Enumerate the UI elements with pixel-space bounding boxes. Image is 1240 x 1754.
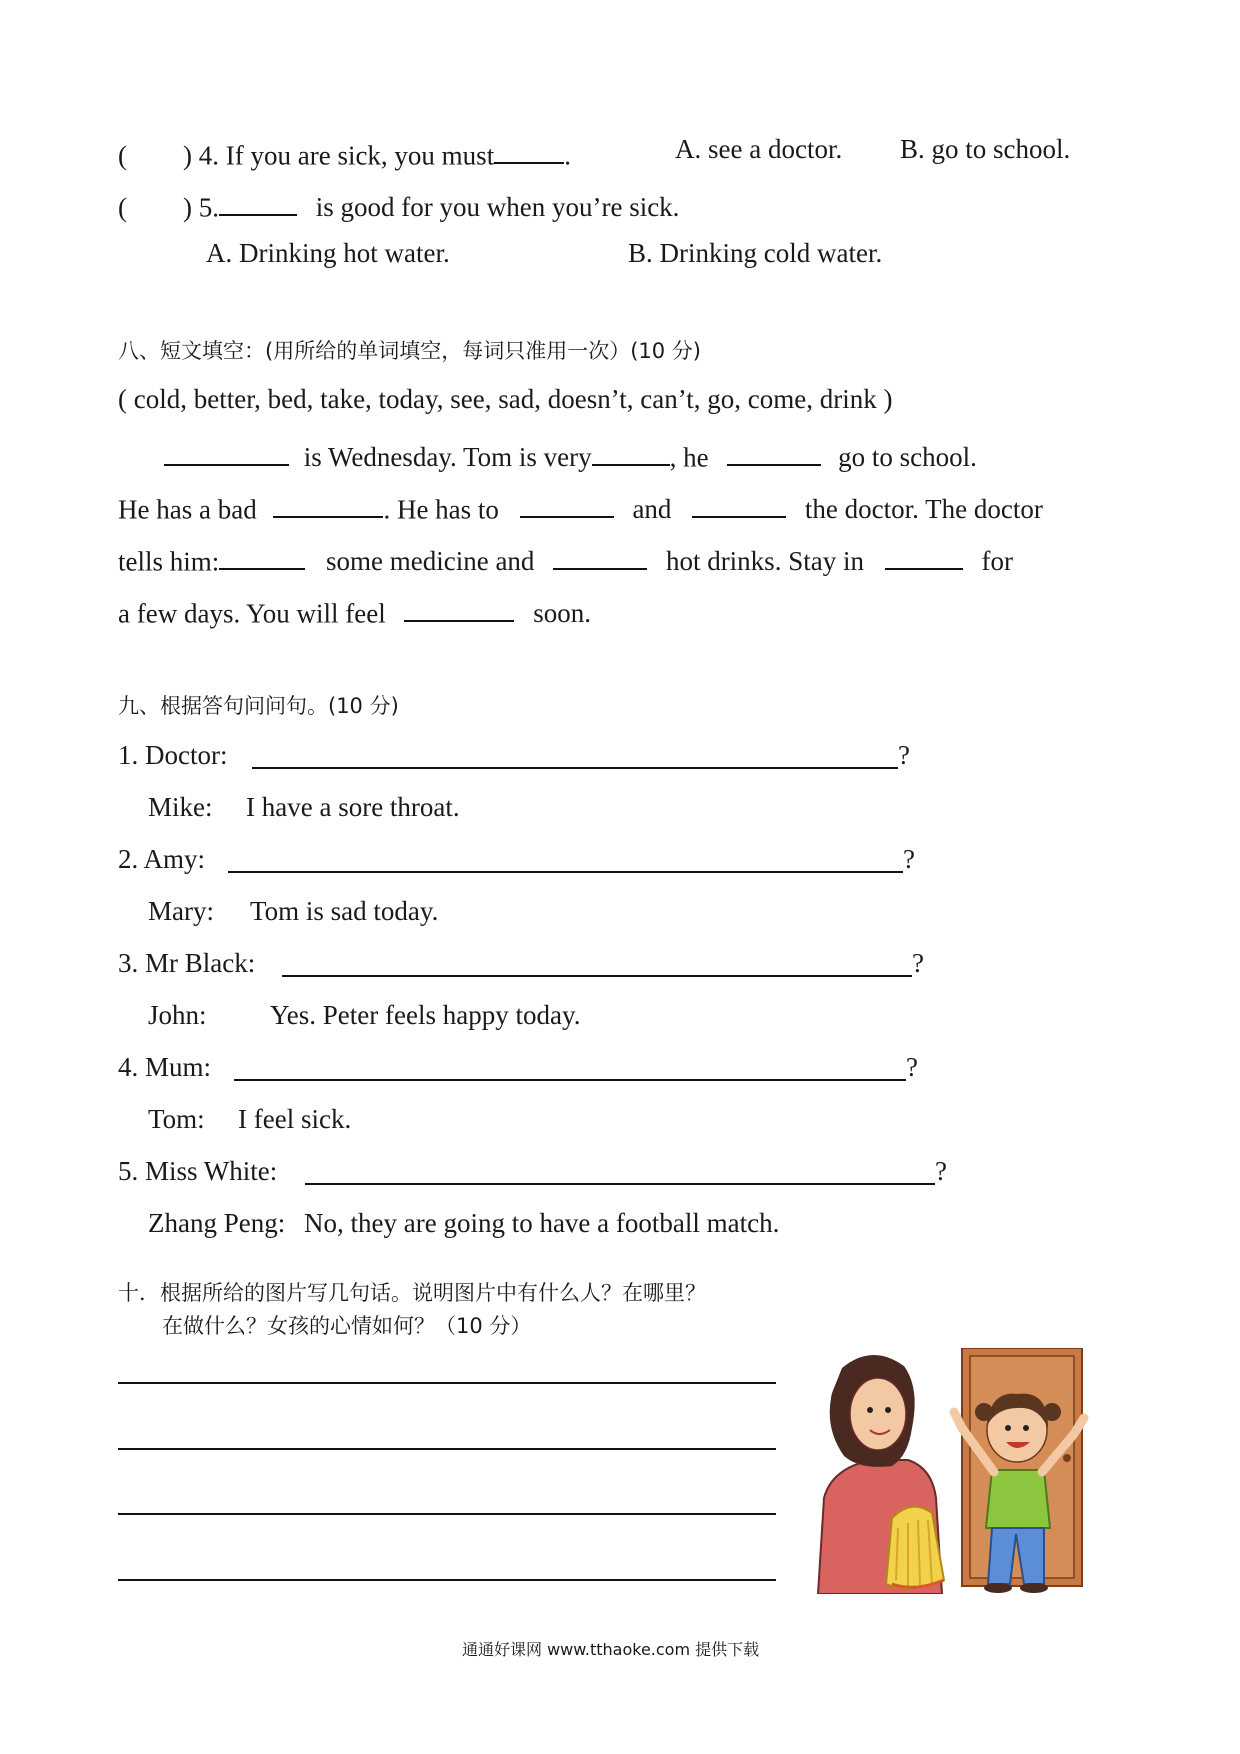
cloze-text-2c: and	[632, 494, 672, 525]
cloze-text-2b: . He has to	[383, 494, 499, 525]
s9-r1-speaker: Mike:	[148, 792, 213, 822]
q5-row	[118, 186, 679, 223]
s9-q5-answer-line[interactable]	[305, 1183, 935, 1185]
cloze-text-2d: the doctor. The doctor	[804, 494, 1043, 525]
s9-q4-speaker: 4. Mum:	[118, 1052, 212, 1082]
cloze-text-1a: is Wednesday. Tom is very	[303, 442, 592, 473]
cloze-text-3a: tells him:	[118, 546, 220, 577]
q4-period: .	[564, 140, 571, 171]
cloze-blank-4[interactable]	[273, 488, 383, 518]
section10-heading-line2: 在做什么？女孩的心情如何？（10 分）	[162, 1314, 532, 1338]
cloze-blank-8[interactable]	[553, 540, 647, 570]
cloze-text-1b: , he	[669, 442, 709, 473]
q5-paren-open: (	[118, 192, 127, 223]
s9-r2-speaker: Mary:	[148, 896, 214, 926]
q5-option-a: A. Drinking hot water.	[206, 238, 450, 268]
s9-r1-reply: I have a sore throat.	[246, 792, 460, 822]
cloze-blank-9[interactable]	[885, 540, 963, 570]
cloze-blank-2[interactable]	[592, 436, 670, 466]
q5-number: 5.	[198, 192, 219, 223]
s9-q1-qmark: ?	[898, 740, 910, 770]
cloze-text-1c: go to school.	[838, 442, 977, 473]
section10-heading-line1: 十．根据所给的图片写几句话。说明图片中有什么人？在哪里？	[118, 1281, 706, 1305]
cloze-blank-3[interactable]	[727, 436, 821, 466]
s9-r3-reply: Yes. Peter feels happy today.	[270, 1000, 581, 1030]
writing-line-2[interactable]	[118, 1448, 776, 1450]
footer-credit: 通通好课网 www.tthaoke.com 提供下载	[462, 1640, 760, 1659]
cloze-text-4b: soon.	[533, 598, 591, 629]
cloze-text-3c: hot drinks. Stay in	[665, 546, 864, 577]
writing-line-1[interactable]	[118, 1382, 776, 1384]
s9-q1-answer-line[interactable]	[252, 767, 898, 769]
q4-option-b: B. go to school.	[900, 134, 1071, 164]
s9-r5-speaker: Zhang Peng:	[148, 1208, 286, 1238]
cloze-text-2a: He has a bad	[118, 494, 257, 525]
s9-r4-speaker: Tom:	[148, 1104, 205, 1134]
illustration-mother-and-girl	[812, 1348, 1102, 1594]
q5-stem: is good for you when you’re sick.	[315, 192, 680, 223]
cloze-line-3	[118, 540, 1013, 577]
cloze-line-4	[118, 592, 591, 629]
q4-blank[interactable]	[494, 134, 564, 164]
writing-line-3[interactable]	[118, 1513, 776, 1515]
q5-paren-close: )	[183, 192, 192, 223]
cloze-line-2	[118, 488, 1043, 525]
cloze-blank-1[interactable]	[164, 436, 289, 466]
s9-q5-speaker: 5. Miss White:	[118, 1156, 278, 1186]
q4-option-a: A. see a doctor.	[675, 134, 843, 164]
s9-r5-reply: No, they are going to have a football match.	[304, 1208, 780, 1238]
s9-q2-qmark: ?	[903, 844, 915, 874]
cloze-blank-6[interactable]	[692, 488, 786, 518]
cloze-blank-5[interactable]	[520, 488, 614, 518]
q4-stem: 4. If you are sick, you must	[198, 140, 495, 171]
s9-q4-qmark: ?	[906, 1052, 918, 1082]
s9-q3-answer-line[interactable]	[282, 975, 912, 977]
cloze-line-1	[164, 436, 977, 473]
cloze-blank-10[interactable]	[404, 592, 514, 622]
s9-q3-speaker: 3. Mr Black:	[118, 948, 256, 978]
cloze-text-3d: for	[981, 546, 1013, 577]
s9-r3-speaker: John:	[148, 1000, 207, 1030]
s9-q5-qmark: ?	[935, 1156, 947, 1186]
q5-blank[interactable]	[219, 186, 297, 216]
cloze-text-3b: some medicine and	[326, 546, 535, 577]
s9-r2-reply: Tom is sad today.	[250, 896, 439, 926]
q4-paren-open: (	[118, 140, 127, 171]
s9-r4-reply: I feel sick.	[238, 1104, 352, 1134]
section8-heading: 八、短文填空：(用所给的单词填空，每词只准用一次）(10 分)	[118, 339, 701, 363]
q5-option-b: B. Drinking cold water.	[628, 238, 883, 268]
s9-q4-answer-line[interactable]	[234, 1079, 906, 1081]
s9-q1-speaker: 1. Doctor:	[118, 740, 228, 770]
q4-row	[118, 134, 571, 171]
cloze-blank-7[interactable]	[219, 540, 305, 570]
word-bank: ( cold, better, bed, take, today, see, sad, doesn’t, can’t, go, come, drink )	[118, 384, 893, 414]
writing-line-4[interactable]	[118, 1579, 776, 1581]
section9-heading: 九、根据答句问问句。(10 分)	[118, 694, 399, 718]
s9-q3-qmark: ?	[912, 948, 924, 978]
cloze-text-4a: a few days. You will feel	[118, 598, 386, 629]
s9-q2-answer-line[interactable]	[228, 871, 903, 873]
s9-q2-speaker: 2. Amy:	[118, 844, 206, 874]
q4-paren-close: )	[183, 140, 192, 171]
